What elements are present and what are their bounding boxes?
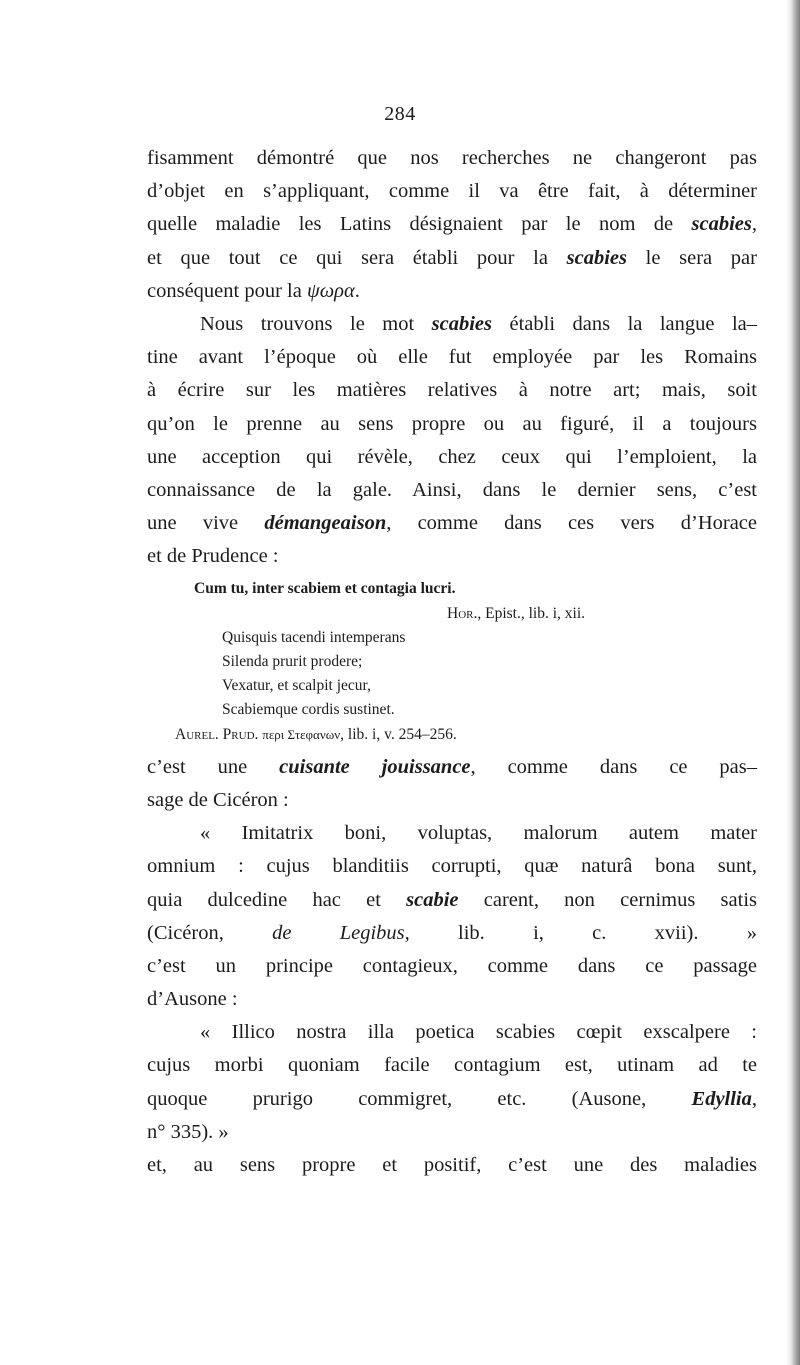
title-citation: Edyllia bbox=[691, 1087, 752, 1110]
text-line: à écrire sur les matières relatives à notre art; mais, soit bbox=[147, 379, 757, 402]
document-body bbox=[147, 142, 757, 1182]
quote-line: Silenda prurit prodere; bbox=[222, 653, 363, 670]
text-line: une vive démangeaison, comme dans ces vers d’Horace bbox=[147, 512, 757, 535]
text-line: et de Prudence : bbox=[147, 545, 279, 568]
emphasis-term: scabie bbox=[406, 888, 459, 911]
quote-line: Vexatur, et scalpit jecur, bbox=[222, 677, 371, 695]
text-line: et, au sens propre et positif, c’est une des maladies bbox=[147, 1154, 757, 1176]
emphasis-term: cuisante jouissance bbox=[279, 755, 471, 778]
quote-line: Cum tu, inter scabiem et contagia lucri. bbox=[194, 580, 456, 598]
text-line: tine avant l’époque où elle fut employée par les Romains bbox=[147, 346, 757, 369]
emphasis-term: scabies bbox=[566, 246, 627, 269]
text-line: conséquent pour la ψωρα. bbox=[147, 279, 360, 302]
text-line: c’est une cuisante jouissance, comme dans ce pas– bbox=[147, 755, 758, 778]
text-line: Nous trouvons le mot scabies établi dans la langue la– bbox=[200, 312, 758, 335]
greek-term: ψωρα bbox=[306, 279, 355, 302]
text-line: qu’on le prenne au sens propre ou au figuré, il a toujours bbox=[147, 412, 757, 435]
text-line: « Illico nostra illa poetica scabies cœpit exscalpere : bbox=[200, 1021, 757, 1044]
text-line: quia dulcedine hac et scabie carent, non cernimus satis bbox=[147, 888, 757, 911]
emphasis-term: scabies bbox=[431, 312, 493, 335]
text-line: d’objet en s’appliquant, comme il va être fait, à déterminer bbox=[147, 180, 757, 203]
page-number: 284 bbox=[384, 103, 416, 125]
text-line: cujus morbi quoniam facile contagium est, utinam ad te bbox=[147, 1054, 757, 1077]
page-edge-shadow bbox=[786, 0, 800, 1365]
text-line: d’Ausone : bbox=[147, 988, 238, 1011]
text-line: quelle maladie les Latins désignaient par le nom de scabies, bbox=[147, 213, 757, 236]
text-line: omnium : cujus blanditiis corrupti, quæ naturâ bona sunt, bbox=[147, 855, 757, 878]
quote-source: Hor., Epist., lib. i, xii. bbox=[447, 604, 586, 622]
text-line: c’est un principe contagieux, comme dans ce passage bbox=[147, 954, 757, 977]
text-line: (Cicéron, de Legibus, lib. i, c. xvii). » bbox=[147, 921, 757, 944]
quote-line: Scabiemque cordis sustinet. bbox=[222, 701, 395, 719]
text-line: une acception qui révèle, chez ceux qui l’emploient, la bbox=[147, 445, 757, 468]
quote-line: Quisquis tacendi intemperans bbox=[222, 628, 406, 646]
text-line: « Imitatrix boni, voluptas, malorum autem mater bbox=[200, 822, 757, 845]
text-line: n° 335). » bbox=[147, 1120, 229, 1143]
text-line: connaissance de la gale. Ainsi, dans le dernier sens, c’est bbox=[147, 478, 757, 501]
emphasis-term: scabies bbox=[691, 213, 752, 236]
verse-quotation bbox=[147, 577, 757, 746]
text-line: fisamment démontré que nos recherches ne changeront pas bbox=[147, 147, 757, 169]
text-line: quoque prurigo commigret, etc. (Ausone, Edyllia, bbox=[147, 1087, 757, 1110]
emphasis-term: démangeaison bbox=[264, 512, 387, 535]
text-line: et que tout ce qui sera établi pour la scabies le sera par bbox=[147, 246, 757, 269]
quote-source: Aurel. Prud. περι Στεφανων, lib. i, v. 254–256. bbox=[175, 725, 457, 743]
text-line: sage de Cicéron : bbox=[147, 788, 289, 811]
title-citation: de Legibus bbox=[272, 921, 405, 944]
